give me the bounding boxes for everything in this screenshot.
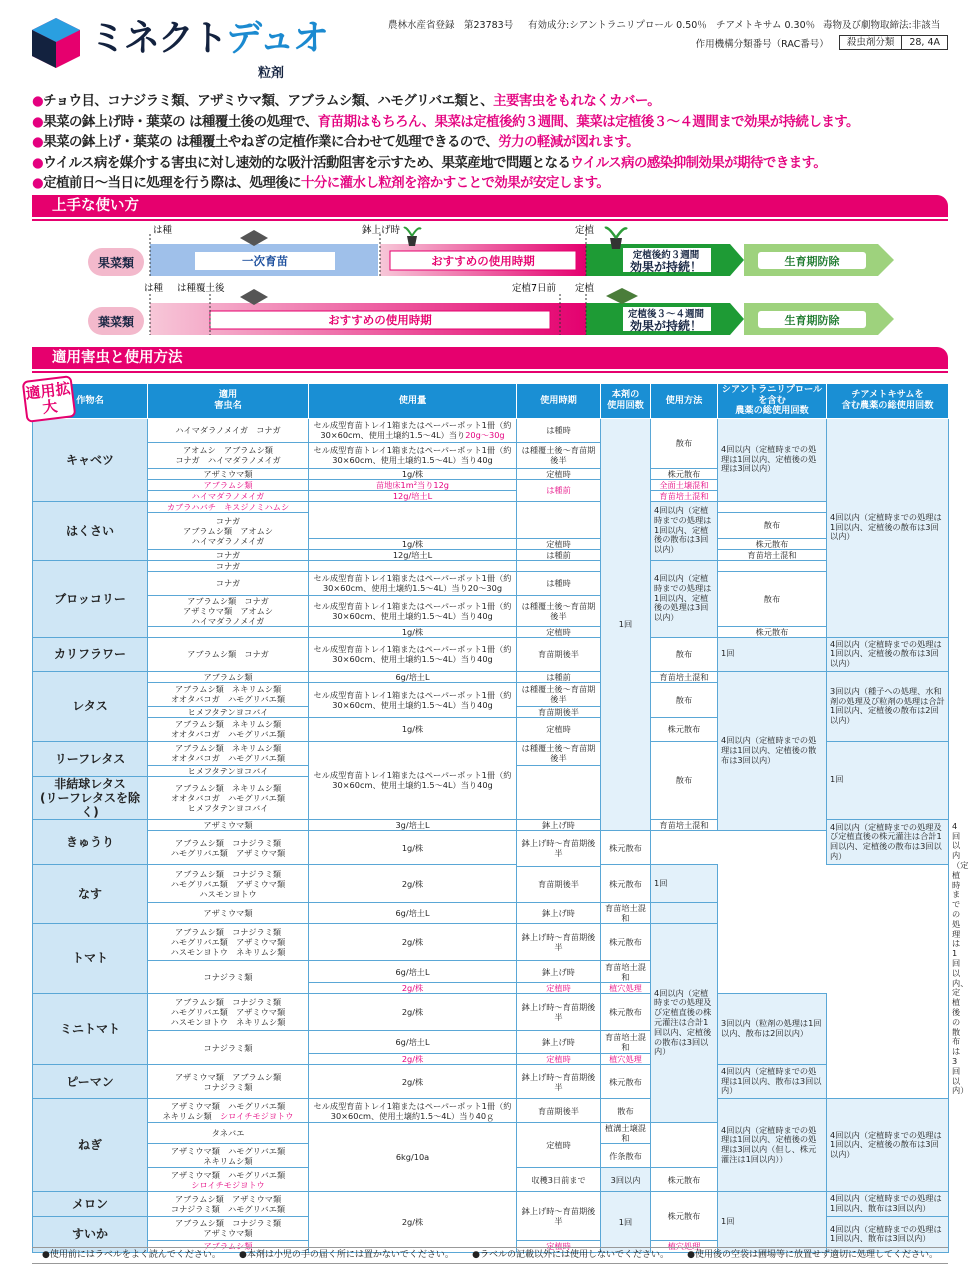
method: 育苗培土混和 xyxy=(651,490,718,501)
dosage: 6g/培土L xyxy=(309,1031,517,1053)
pest-name: アブラムシ類 アザミウマ類 コナジラミ類 ハモグリバエ類 xyxy=(148,1192,309,1217)
crop-name: はくさい xyxy=(33,501,148,560)
pest-name: アブラムシ類 コナガ xyxy=(148,637,309,671)
thia-total: 1回 xyxy=(827,741,949,819)
dosage: 6kg/10a xyxy=(309,1123,517,1192)
svg-text:効果が持続！: 効果が持続！ xyxy=(629,260,703,274)
timing: 鉢上げ時～育苗期後半 xyxy=(517,830,601,866)
dosage: 12g/培土L xyxy=(309,490,517,501)
bullet-item: ●ウイルス病を媒介する害虫に対し速効的な吸汁活動阻害を示すため、果菜産地で問題となるウイルス病の感染抑制効果が期待できます。 xyxy=(32,155,827,171)
pest-name: コナガ xyxy=(148,549,309,560)
thia-total: 4回以内（定植時までの処理は1回以内、散布は3回以内） xyxy=(827,1216,949,1252)
svg-text:鉢上げ時: 鉢上げ時 xyxy=(362,225,401,236)
method: 株元散布 xyxy=(601,923,651,960)
dosage: セル成型育苗トレイ1箱またはペーパーポット1冊（約30×60cm、使用土壌約1.5～4L）当り40g xyxy=(309,741,517,819)
dosage: 苗地床1m²当り12g xyxy=(309,479,517,490)
svg-text:生育期防除: 生育期防除 xyxy=(784,255,840,268)
method: 株元散布 xyxy=(718,538,827,549)
thia-total: 4回以内（定植時までの処理は1回以内、定植後の散布は3回以内） xyxy=(827,637,949,671)
pest-name: アザミウマ類 xyxy=(148,902,309,923)
pest-name: コナジラミ類 xyxy=(148,1031,309,1064)
pest-name: ヒメフタテンヨコバイ xyxy=(148,765,309,776)
pest-name: ハイマダラノメイガ コナガ xyxy=(148,418,309,442)
usage-timeline xyxy=(0,0,980,345)
timing: 育苗期後半 xyxy=(517,866,601,902)
method: 株元散布 xyxy=(601,1064,651,1098)
planted-tray-icon xyxy=(606,288,638,304)
pest-name: コナガ xyxy=(148,560,309,571)
method: 株元散布 xyxy=(651,1168,718,1192)
brand-name: ミネクトデュオ xyxy=(90,18,327,59)
method: 散布 xyxy=(718,512,827,538)
pest-name: アザミウマ類 ハモグリバエ類 シロイチモジヨトウ xyxy=(148,1168,309,1192)
dosage: 2g/株 xyxy=(309,865,517,902)
pest-name: アブラムシ類 コナジラミ類 ハモグリバエ類 アザミウマ類 ハスモンヨトウ ネキリムシ類 xyxy=(148,994,309,1031)
method: 散布 xyxy=(651,418,718,468)
dosage: セル成型育苗トレイ1箱またはペーパーポット1冊（約30×60cm、使用土壌約1.5～4L）当り20g～30g xyxy=(309,418,517,442)
table-row xyxy=(33,960,949,982)
method: 散布 xyxy=(601,1099,651,1123)
pest-name: コナガ xyxy=(148,571,309,595)
timing: 鉢上げ時～育苗期後半 xyxy=(517,1192,601,1241)
crop-name: ねぎ xyxy=(33,1099,148,1192)
dosage: 2g/株 xyxy=(309,1064,517,1098)
thia-total: 4回以内（定植時までの処理は1回以内、定植後の散布は3回以内） xyxy=(827,418,949,637)
table-row xyxy=(33,418,949,442)
table-header-6: シアントラニリプロールを含む 農薬の総使用回数 xyxy=(718,384,827,419)
dosage: セル成型育苗トレイ1箱またはペーパーポット1冊（約30×60cm、使用土壌約1.5～4L）当り40g xyxy=(309,637,517,671)
timing: 鉢上げ時～育苗期後半 xyxy=(517,923,601,960)
method: 散布 xyxy=(718,571,827,626)
pest-name: アブラムシ類 コナジラミ類 ハモグリバエ類 アザミウマ類 ハスモンヨトウ xyxy=(148,865,309,902)
plant-pot-icon xyxy=(610,238,622,249)
crop-name: レタス xyxy=(33,671,148,741)
method: 株元散布 xyxy=(601,994,651,1031)
dosage: 3g/培土L xyxy=(309,819,517,830)
timing: 定植時 xyxy=(517,717,601,741)
timing: は種時 xyxy=(517,418,601,442)
crop-name: ミニトマト xyxy=(33,994,148,1065)
pest-name: コナジラミ類 xyxy=(148,960,309,993)
pest-name: コナガ アブラムシ類 アオムシ ハイマダラノメイガ xyxy=(148,512,309,549)
usage-count: 1回 xyxy=(601,418,651,830)
cyan-total: 4回以内（定植時までの処理は1回以内、定植後の散布は3回以内） xyxy=(718,671,827,830)
application-table-wrap xyxy=(32,383,969,1253)
timing: 鉢上げ時 xyxy=(517,1031,601,1053)
timing: 育苗期後半 xyxy=(517,706,601,717)
timing: 定植時 xyxy=(517,538,601,549)
method: 育苗培土混和 xyxy=(601,1031,651,1053)
table-row xyxy=(33,637,949,671)
crop-name: すいか xyxy=(33,1216,148,1252)
fruit-timeline xyxy=(88,224,894,276)
table-row xyxy=(33,1099,949,1123)
crop-name: トマト xyxy=(33,923,148,994)
timing: 鉢上げ時 xyxy=(517,902,601,923)
table-header-0: 作物名 xyxy=(33,384,148,419)
leaf-timeline xyxy=(88,282,894,335)
timing: 定植時 xyxy=(517,1123,601,1168)
table-row xyxy=(33,994,949,1031)
dosage xyxy=(309,560,517,571)
pest-name: アブラムシ類 ネキリムシ類 オオタバコガ ハモグリバエ類 xyxy=(148,717,309,741)
crop-name: ピーマン xyxy=(33,1064,148,1098)
usage-count: 3回以内 xyxy=(601,1168,651,1192)
table-row xyxy=(33,626,949,637)
dosage: 1g/株 xyxy=(309,717,517,741)
svg-text:定植: 定植 xyxy=(575,283,595,294)
pest-name: アブラムシ類 ネキリムシ類 オオタバコガ ハモグリバエ類 xyxy=(148,741,309,765)
pest-name: アザミウマ類 xyxy=(148,468,309,479)
method: 育苗培土混和 xyxy=(601,902,651,923)
dosage: セル成型育苗トレイ1箱またはペーパーポット1冊（約30×60cm、使用土壌約1.5～4L）当り40g xyxy=(309,442,517,468)
cyan-total: 1回 xyxy=(718,637,827,671)
pest-name: アザミウマ類 アブラムシ類 コナジラミ類 xyxy=(148,1064,309,1098)
pest-name: アブラムシ類 コナジラミ類 ハモグリバエ類 アザミウマ類 xyxy=(148,830,309,864)
pest-name: ハイマダラノメイガ xyxy=(148,490,309,501)
dosage: セル成型育苗トレイ1箱またはペーパーポット1冊（約30×60cm、使用土壌約1.5～4L）当り40ｇ xyxy=(309,1099,517,1123)
crop-name: キャベツ xyxy=(33,418,148,501)
dosage: 2g/株 xyxy=(309,1053,517,1064)
dosage: 6g/培土L xyxy=(309,671,517,682)
timing: は種覆土後～育苗期後半 xyxy=(517,682,601,706)
active-ingredient-1: 有効成分:シアントラニリプロール 0.50％ xyxy=(528,20,707,31)
table-row xyxy=(33,671,949,682)
pest-name: アブラムシ類 ネキリムシ類 オオタバコガ ハモグリバエ類 ヒメフタテンヨコバイ xyxy=(148,776,309,819)
pest-name: アブラムシ類 コナジラミ類 アザミウマ類 xyxy=(148,1216,309,1240)
expanded-badge: 適用拡大 xyxy=(22,375,77,423)
dosage: セル成型育苗トレイ1箱またはペーパーポット1冊（約30×60cm、使用土壌約1.5～4L）当り40g xyxy=(309,682,517,717)
cyan-total: 4回以内（定植時までの処理及び定植直後の株元灌注は合計1回以内、定植後の散布は3回以内） xyxy=(827,819,949,864)
cyan-total: 4回以内（定植時までの処理は1回以内、定植後の処理は3回以内） xyxy=(651,560,718,637)
timing: 鉢上げ時 xyxy=(517,960,601,982)
method: 株元散布 xyxy=(651,717,718,741)
cyan-total: 4回以内（定植時までの処理は1回以内、定植後の散布は3回以内） xyxy=(651,501,718,560)
method: 散布 xyxy=(651,741,718,819)
table-header-5: 使用方法 xyxy=(651,384,718,419)
table-header-7: チアメトキサムを 含む農薬の総使用回数 xyxy=(827,384,949,419)
thia-total: 3回以内（粒剤の処理は1回以内、散布は2回以内） xyxy=(718,994,827,1065)
svg-text:は種覆土後: は種覆土後 xyxy=(177,283,225,294)
svg-text:定植: 定植 xyxy=(575,225,595,236)
cyan-total: 1回 xyxy=(651,865,718,902)
pest-name xyxy=(148,626,309,637)
bullet-item: ●果菜の鉢上げ時・葉菜の は種覆土後の処理で、育苗期はもちろん、果菜は定植後約３週間、葉菜は定植後３～４週間まで効果が持続します。 xyxy=(32,114,859,130)
method: 植溝土壌混和 xyxy=(601,1123,651,1144)
leaf-label: 葉菜類 xyxy=(97,315,135,329)
dosage: 2g/株 xyxy=(309,983,517,994)
cyan-total xyxy=(651,902,718,923)
method: 株元散布 xyxy=(651,1192,718,1241)
timing xyxy=(517,560,601,571)
cyan-total: 4回以内（定植時までの処理は1回以内、定植後の処理は3回以内（但し、株元灌注は1回以内）） xyxy=(718,1099,827,1192)
table-header-4: 本剤の 使用回数 xyxy=(601,384,651,419)
timing: 鉢上げ時 xyxy=(517,819,601,830)
dosage: 1g/株 xyxy=(309,468,517,479)
thia-total: 4回以内（定植時までの処理は1回以内、定植後の散布は3回以内） xyxy=(827,1099,949,1192)
dosage: 12g/培土L xyxy=(309,549,517,560)
method: 育苗培土混和 xyxy=(651,819,718,830)
seed-tray-icon xyxy=(240,230,268,246)
pest-name: アオムシ アブラムシ類 コナガ ハイマダラノメイガ xyxy=(148,442,309,468)
timing: 定植時 xyxy=(517,1240,601,1252)
timing: 育苗期後半 xyxy=(517,1099,601,1123)
timing xyxy=(517,765,601,819)
dosage: 6g/培土L xyxy=(309,902,517,923)
svg-text:一次育苗: 一次育苗 xyxy=(242,254,288,268)
crop-name: リーフレタス xyxy=(33,741,148,776)
dosage: 2g/株 xyxy=(309,923,517,960)
svg-text:生育期防除: 生育期防除 xyxy=(784,314,840,327)
timing: は種時 xyxy=(517,571,601,595)
table-row xyxy=(33,1064,949,1098)
cyan-total: 1回 xyxy=(718,1192,827,1253)
table-row xyxy=(33,902,949,923)
rac-classification: 作用機構分類番号（RAC番号） 殺虫剤分類 28, 4A xyxy=(696,35,948,50)
timing: は種前 xyxy=(517,671,601,682)
pest-name: アブラムシ類 コナガ アザミウマ類 アオムシ ハイマダラノメイガ xyxy=(148,595,309,626)
method: 作条散布 xyxy=(601,1144,651,1168)
method: 株元散布 xyxy=(601,865,651,902)
crop-name: メロン xyxy=(33,1192,148,1217)
dosage: 2g/株 xyxy=(309,1192,517,1253)
method: 育苗培土混和 xyxy=(651,671,718,682)
thia-total: 4回以内（定植時までの処理は1回以内、散布は3回以内） xyxy=(718,1064,827,1098)
table-row xyxy=(33,923,949,960)
method: 株元散布 xyxy=(601,830,651,864)
timing: は種覆土後～育苗期後半 xyxy=(517,741,601,765)
svg-text:効果が持続！: 効果が持続！ xyxy=(629,319,703,333)
pest-name: ヒメフタテンヨコバイ xyxy=(148,706,309,717)
application-table xyxy=(32,383,969,1253)
timing: 育苗期後半 xyxy=(517,637,601,671)
pest-name: アブラムシ類 コナジラミ類 ハモグリバエ類 アザミウマ類 ハスモンヨトウ ネキリムシ類 xyxy=(148,923,309,960)
crop-name: カリフラワー xyxy=(33,637,148,671)
dosage: 1g/株 xyxy=(309,830,517,864)
bullet-item: ●果菜の鉢上げ・葉菜の は種覆土やねぎの定植作業に合わせて処理できるので、労力の軽減が図れます。 xyxy=(32,135,639,150)
registration-number: 農林水産省登録 第23783号 xyxy=(388,20,514,31)
method: 全面土壌混和 xyxy=(651,479,718,490)
pest-name: アブラムシ類 xyxy=(148,1240,309,1252)
table-header-3: 使用時期 xyxy=(517,384,601,419)
footer-notes: ●使用前にはラベルをよく読んでください。 ●本剤は小児の手の届く所には置かないでください。 ●ラベルの記載以外には使用しないでください。 ●使用後の空袋は圃場等に放置せず適切に処理してください。 xyxy=(32,1247,948,1264)
method: 植穴処理 xyxy=(601,983,651,994)
seed-tray-icon xyxy=(240,289,268,305)
method: 植穴処理 xyxy=(651,1240,718,1252)
crop-name: なす xyxy=(33,865,148,923)
pest-name: タネバエ xyxy=(148,1123,309,1144)
pest-name: アブラムシ類 xyxy=(148,671,309,682)
timing: は種前 xyxy=(517,549,601,560)
crop-name: ブロッコリー xyxy=(33,560,148,637)
timing: 定植時 xyxy=(517,983,601,994)
table-row xyxy=(33,501,949,512)
pest-name: カブラハバチ キスジノミハムシ xyxy=(148,501,309,512)
timing: 収穫3日前まで xyxy=(517,1168,601,1192)
table-header-1: 適用 害虫名 xyxy=(148,384,309,419)
method: 株元散布 xyxy=(718,626,827,637)
dosage: 6g/培土L xyxy=(309,960,517,982)
usage-count: 1回 xyxy=(601,1192,651,1253)
svg-text:定植7日前: 定植7日前 xyxy=(512,283,557,294)
dosage: 1g/株 xyxy=(309,538,517,549)
timing: は種前 xyxy=(517,479,601,501)
pest-name: アザミウマ類 ハモグリバエ類 ネキリムシ類 xyxy=(148,1144,309,1168)
timing: は種覆土後～育苗期後半 xyxy=(517,442,601,468)
pest-name: アザミウマ類 ハモグリバエ類 ネキリムシ類 シロイチモジヨトウ xyxy=(148,1099,309,1123)
method: 株元散布 xyxy=(651,468,718,479)
table-row xyxy=(33,549,949,560)
toxicity-status: 毒物及び劇物取締法:非該当 xyxy=(823,20,941,31)
thia-total: 4回以内（定植時までの処理は1回以内、散布は3回以内） xyxy=(827,1192,949,1217)
timing: 鉢上げ時～育苗期後半 xyxy=(517,994,601,1031)
method: 植穴処理 xyxy=(601,1053,651,1064)
dosage: セル成型育苗トレイ1箱またはペーパーポット1冊（約30×60cm、使用土壌約1.5～4L）当り20～30g xyxy=(309,571,517,595)
table-row xyxy=(33,1192,949,1217)
section-heading-table: 適用害虫と使用方法 xyxy=(32,347,948,369)
pest-name: アブラムシ類 xyxy=(148,479,309,490)
method: 育苗培土混和 xyxy=(718,549,827,560)
method: 育苗培土混和 xyxy=(601,960,651,982)
table-row xyxy=(33,865,949,866)
brand-subtitle: 粒剤 xyxy=(258,66,285,81)
cyan-total: 4回以内（定植時までの処理及び定植直後の株元灌注は合計1回以内、定植後の散布は3回以内） xyxy=(651,923,718,1123)
timing: 定植時 xyxy=(517,626,601,637)
dosage: 1g/株 xyxy=(309,626,517,637)
bullet-item: ●定植前日～当日に処理を行う際は、処理後に十分に灌水し粒剤を溶かすことで効果が安定します。 xyxy=(32,176,610,191)
table-row xyxy=(33,571,949,595)
pest-name: アザミウマ類 xyxy=(148,819,309,830)
timing: は種覆土後～育苗期後半 xyxy=(517,595,601,626)
table-header-2: 使用量 xyxy=(309,384,517,419)
timing xyxy=(517,501,601,538)
svg-text:おすすめの使用時期: おすすめの使用時期 xyxy=(431,254,535,268)
table-row xyxy=(33,560,949,571)
timing: 鉢上げ時～育苗期後半 xyxy=(517,1064,601,1098)
timing: 定植時 xyxy=(517,1053,601,1064)
dosage: セル成型育苗トレイ1箱またはペーパーポット1冊（約30×60cm、使用土壌約1.5～4L）当り40g xyxy=(309,595,517,626)
cyan-total: 4回以内（定植時までの処理は1回以内、定植後の処理は3回以内） xyxy=(718,418,827,501)
crop-name: きゅうり xyxy=(33,819,148,864)
svg-text:は種: は種 xyxy=(144,283,164,294)
active-ingredient-2: チアメトキサム 0.30％ xyxy=(716,20,816,31)
svg-text:定植後約３週間: 定植後約３週間 xyxy=(632,250,700,261)
svg-text:は種: は種 xyxy=(153,225,173,236)
method: 散布 xyxy=(651,682,718,717)
timing: 定植時 xyxy=(517,468,601,479)
bullet-item: ●チョウ目、コナジラミ類、アザミウマ類、アブラムシ類、ハモグリバエ類と、主要害虫をもれなくカバー。 xyxy=(32,94,661,109)
dosage: 2g/株 xyxy=(309,994,517,1031)
svg-text:おすすめの使用時期: おすすめの使用時期 xyxy=(328,313,432,327)
table-row xyxy=(33,830,949,864)
section-heading-usage: 上手な使い方 xyxy=(32,195,948,217)
pest-name: アブラムシ類 ネキリムシ類 オオタバコガ ハモグリバエ類 xyxy=(148,682,309,706)
method: 散布 xyxy=(651,637,718,671)
thia-total: 3回以内（種子への処理、水和剤の処理及び粒剤の処理は合計1回以内、定植後の散布は2回以内） xyxy=(827,671,949,741)
crop-name: 非結球レタス (リーフレタスを除く) xyxy=(33,776,148,819)
dosage xyxy=(309,501,517,538)
svg-text:定植後３～４週間: 定植後３～４週間 xyxy=(627,309,705,320)
table-row: きゅうり アザミウマ類 3g/培土L 鉢上げ時 育苗培土混和 4回以内（定植時までの処理及び定植直後の株元灌注は合計1回以内、定植後の散布は3回以内） 4回以内（定植時までの処理は1回以内、定植後の散布は3回以内） xyxy=(33,819,949,830)
fruit-label: 果菜類 xyxy=(97,256,135,270)
